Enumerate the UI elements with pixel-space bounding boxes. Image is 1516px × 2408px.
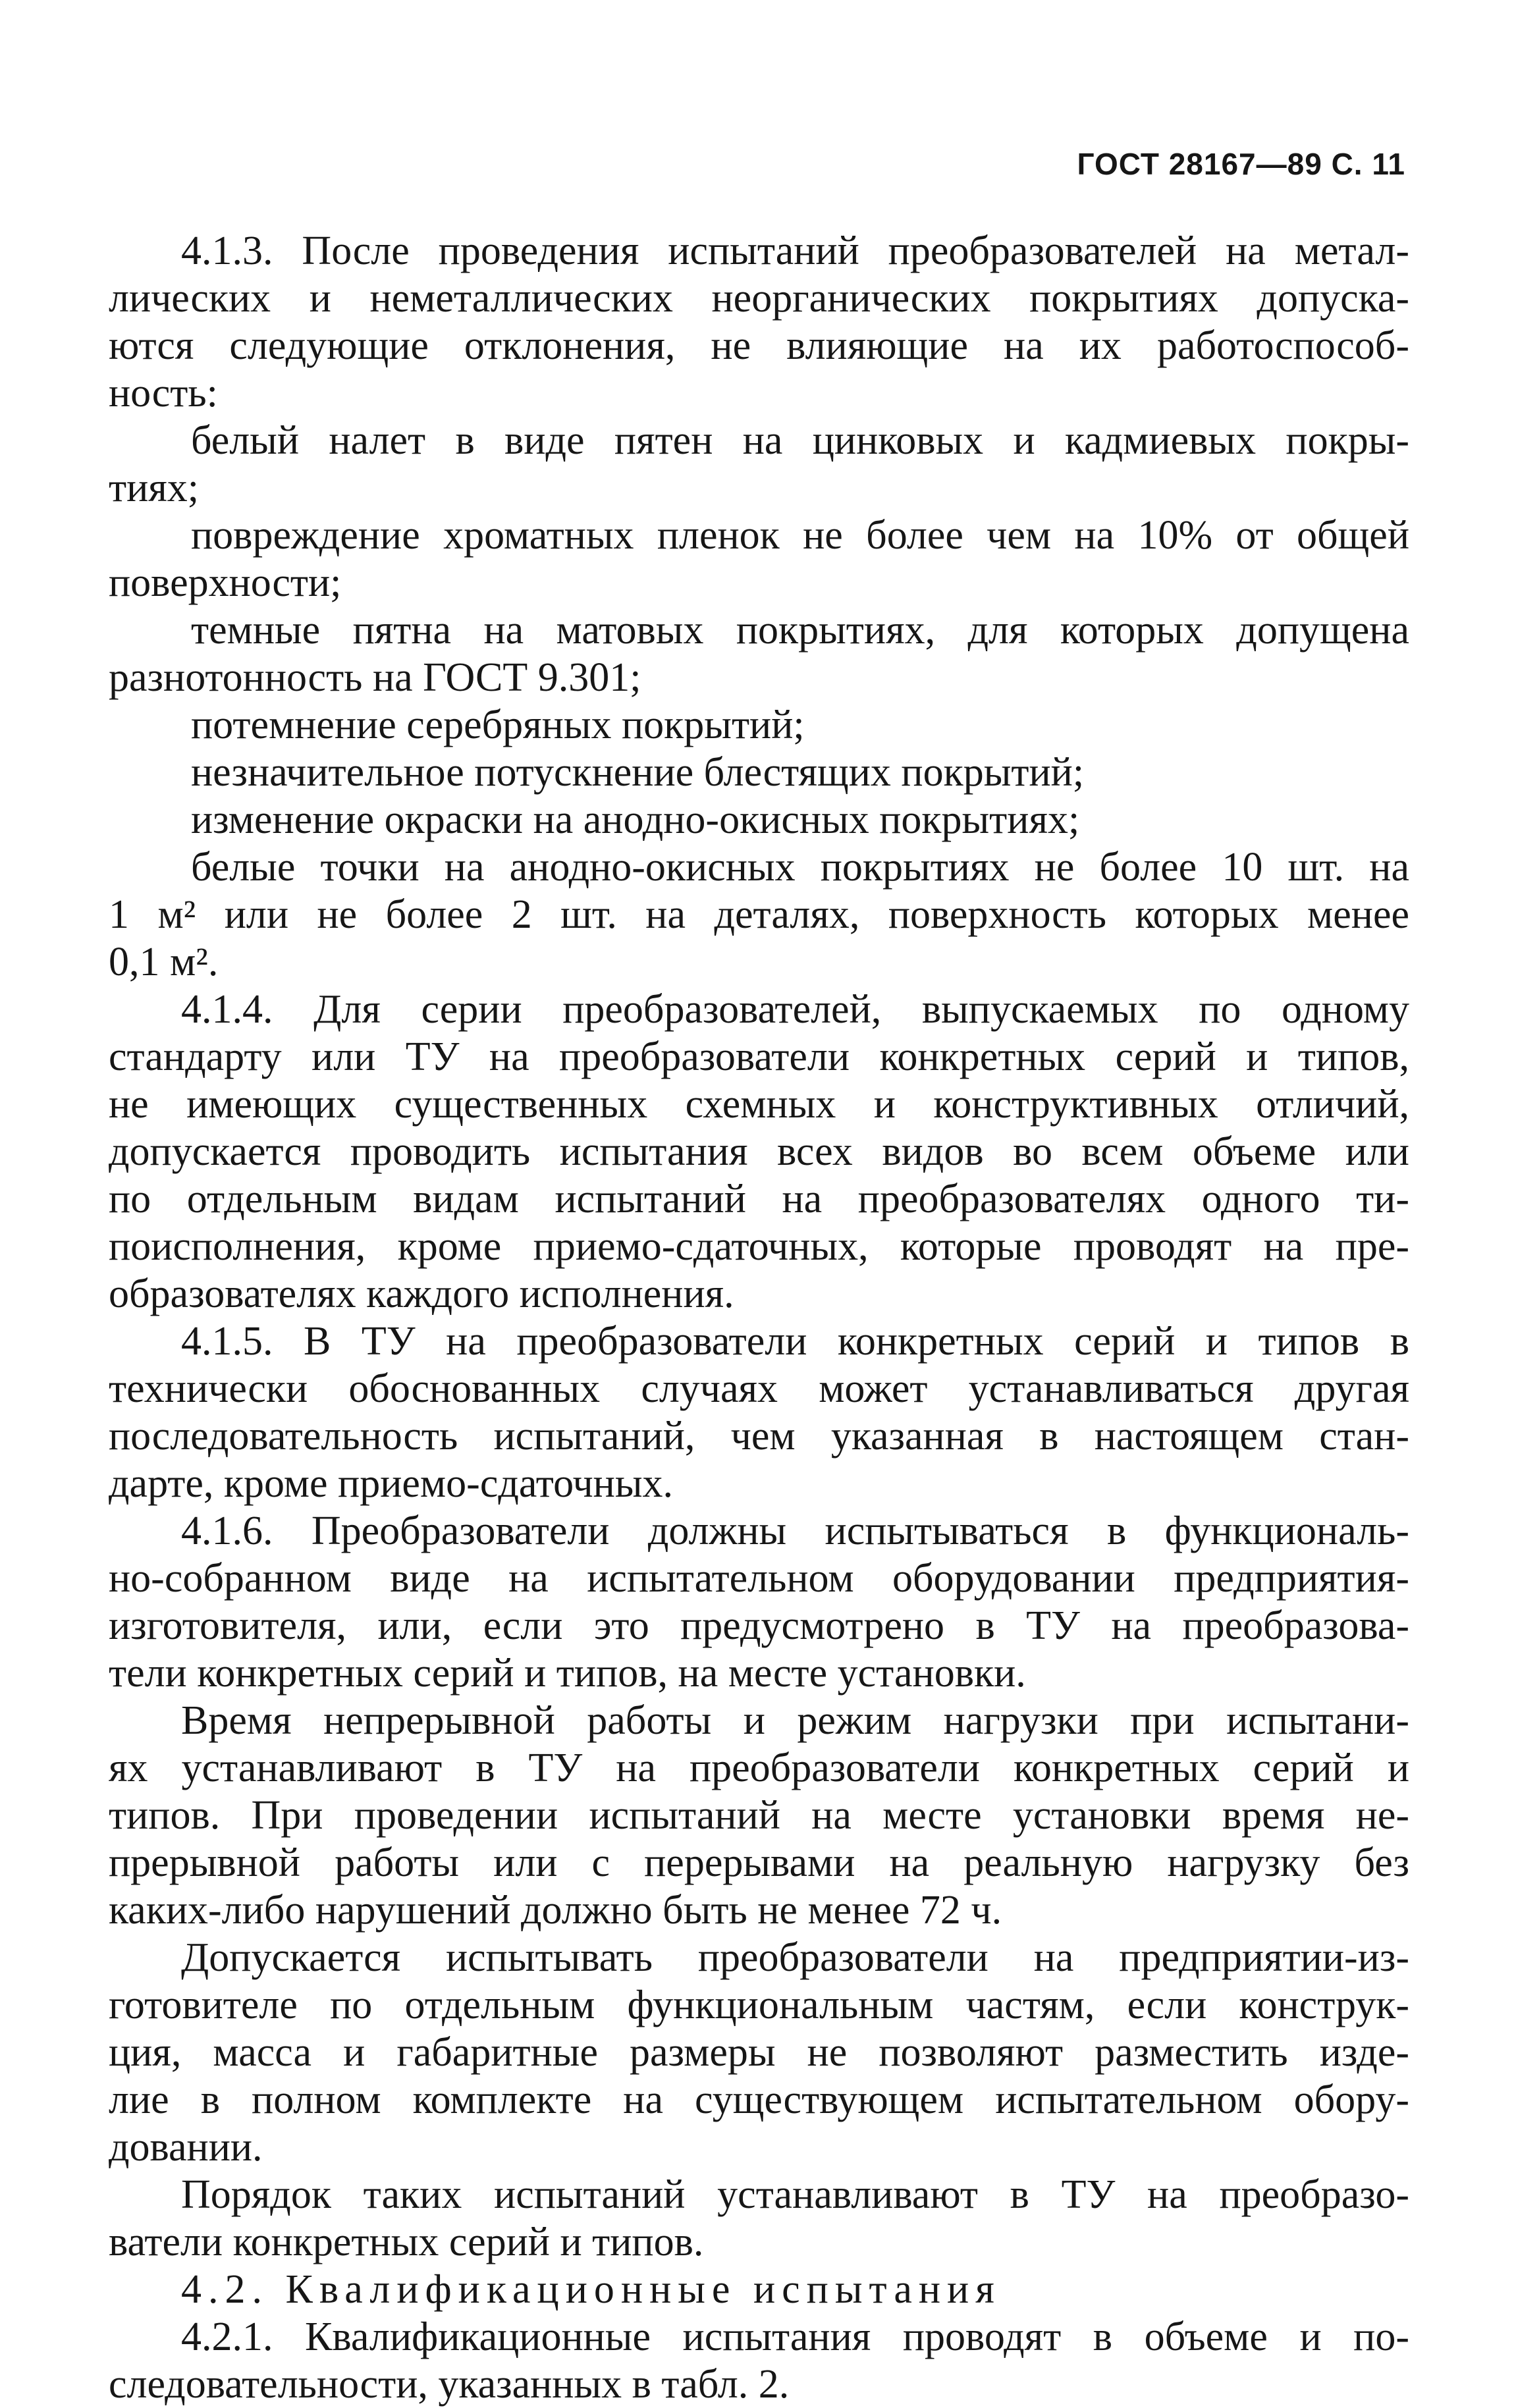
text-line: ются следующие отклонения, не влияющие на их работоспособ- [109, 323, 1409, 368]
text-line: довании. [109, 2125, 263, 2170]
text-line: последовательность испытаний, чем указанная в настоящем стан- [109, 1414, 1409, 1458]
text-line: Время непрерывной работы и режим нагрузки при испытани- [181, 1698, 1409, 1743]
text-line: Порядок таких испытаний устанавливают в ТУ на преобразо- [181, 2172, 1409, 2217]
text-line: ность: [109, 371, 218, 415]
text-line: 4.2.1. Квалификационные испытания проводят в объеме и по- [181, 2314, 1409, 2359]
text-line: лие в полном комплекте на существующем испытательном обору- [109, 2077, 1409, 2122]
text-line: Допускается испытывать преобразователи на предприятии-из- [181, 1935, 1409, 1980]
text-line: белые точки на анодно-окисных покрытиях не более 10 шт. на [191, 845, 1409, 890]
text-line: каких-либо нарушений должно быть не менее 72 ч. [109, 1888, 1002, 1933]
body-text [109, 227, 1409, 2408]
text-line: незначительное потускнение блестящих покрытий; [191, 750, 1085, 795]
text-line: следовательности, указанных в табл. 2. [109, 2362, 790, 2407]
text-line: повреждение хроматных пленок не более чем на 10% от общей [191, 513, 1409, 558]
text-line: потемнение серебряных покрытий; [191, 703, 805, 747]
text-line: прерывной работы или с перерывами на реальную нагрузку без [109, 1840, 1409, 1885]
text-line: допускается проводить испытания всех видов во всем объеме или [109, 1129, 1409, 1174]
text-line: поисполнения, кроме приемо-сдаточных, которые проводят на пре- [109, 1224, 1409, 1269]
text-line: дарте, кроме приемо-сдаточных. [109, 1461, 673, 1506]
page-header: ГОСТ 28167—89 С. 11 [1077, 147, 1405, 181]
text-line: изменение окраски на анодно-окисных покрытиях; [191, 797, 1080, 842]
text-line: 4.2. Квалификационные испытания [181, 2267, 1001, 2312]
text-line: темные пятна на матовых покрытиях, для которых допущена [191, 608, 1409, 653]
text-line: стандарту или ТУ на преобразователи конкретных серий и типов, [109, 1034, 1409, 1079]
text-line: тиях; [109, 466, 200, 510]
text-line: белый налет в виде пятен на цинковых и кадмиевых покры- [191, 418, 1409, 463]
text-line: 4.1.6. Преобразователи должны испытываться в функциональ- [181, 1509, 1409, 1553]
text-line: ях устанавливают в ТУ на преобразователи конкретных серий и [109, 1746, 1409, 1790]
text-line: поверхности; [109, 560, 342, 605]
text-line: 4.1.5. В ТУ на преобразователи конкретных серий и типов в [181, 1319, 1409, 1364]
text-line: образователях каждого исполнения. [109, 1271, 734, 1316]
text-line: не имеющих существенных схемных и конструктивных отличий, [109, 1082, 1409, 1127]
text-line: типов. При проведении испытаний на месте установки время не- [109, 1793, 1409, 1838]
text-line: лических и неметаллических неорганических покрытиях допуска- [109, 276, 1409, 321]
text-line: готовителе по отдельным функциональным частям, если конструк- [109, 1983, 1409, 2027]
text-line: разнотонность на ГОСТ 9.301; [109, 655, 641, 700]
text-line: 4.1.3. После проведения испытаний преобразователей на метал- [181, 228, 1409, 273]
text-line: по отдельным видам испытаний на преобразователях одного ти- [109, 1177, 1409, 1221]
text-line: но-собранном виде на испытательном оборудовании предприятия- [109, 1556, 1409, 1601]
text-line: 1 м² или не более 2 шт. на деталях, поверхность которых менее [109, 892, 1409, 937]
text-line: изготовителя, или, если это предусмотрено в ТУ на преобразова- [109, 1603, 1409, 1648]
text-line: 4.1.4. Для серии преобразователей, выпускаемых по одному [181, 987, 1409, 1032]
text-line: ватели конкретных серий и типов. [109, 2220, 704, 2264]
text-line: технически обоснованных случаях может устанавливаться другая [109, 1366, 1409, 1411]
text-line: ция, масса и габаритные размеры не позволяют разместить изде- [109, 2030, 1409, 2075]
text-line: тели конкретных серий и типов, на месте установки. [109, 1651, 1026, 1696]
text-line: 0,1 м². [109, 940, 219, 984]
